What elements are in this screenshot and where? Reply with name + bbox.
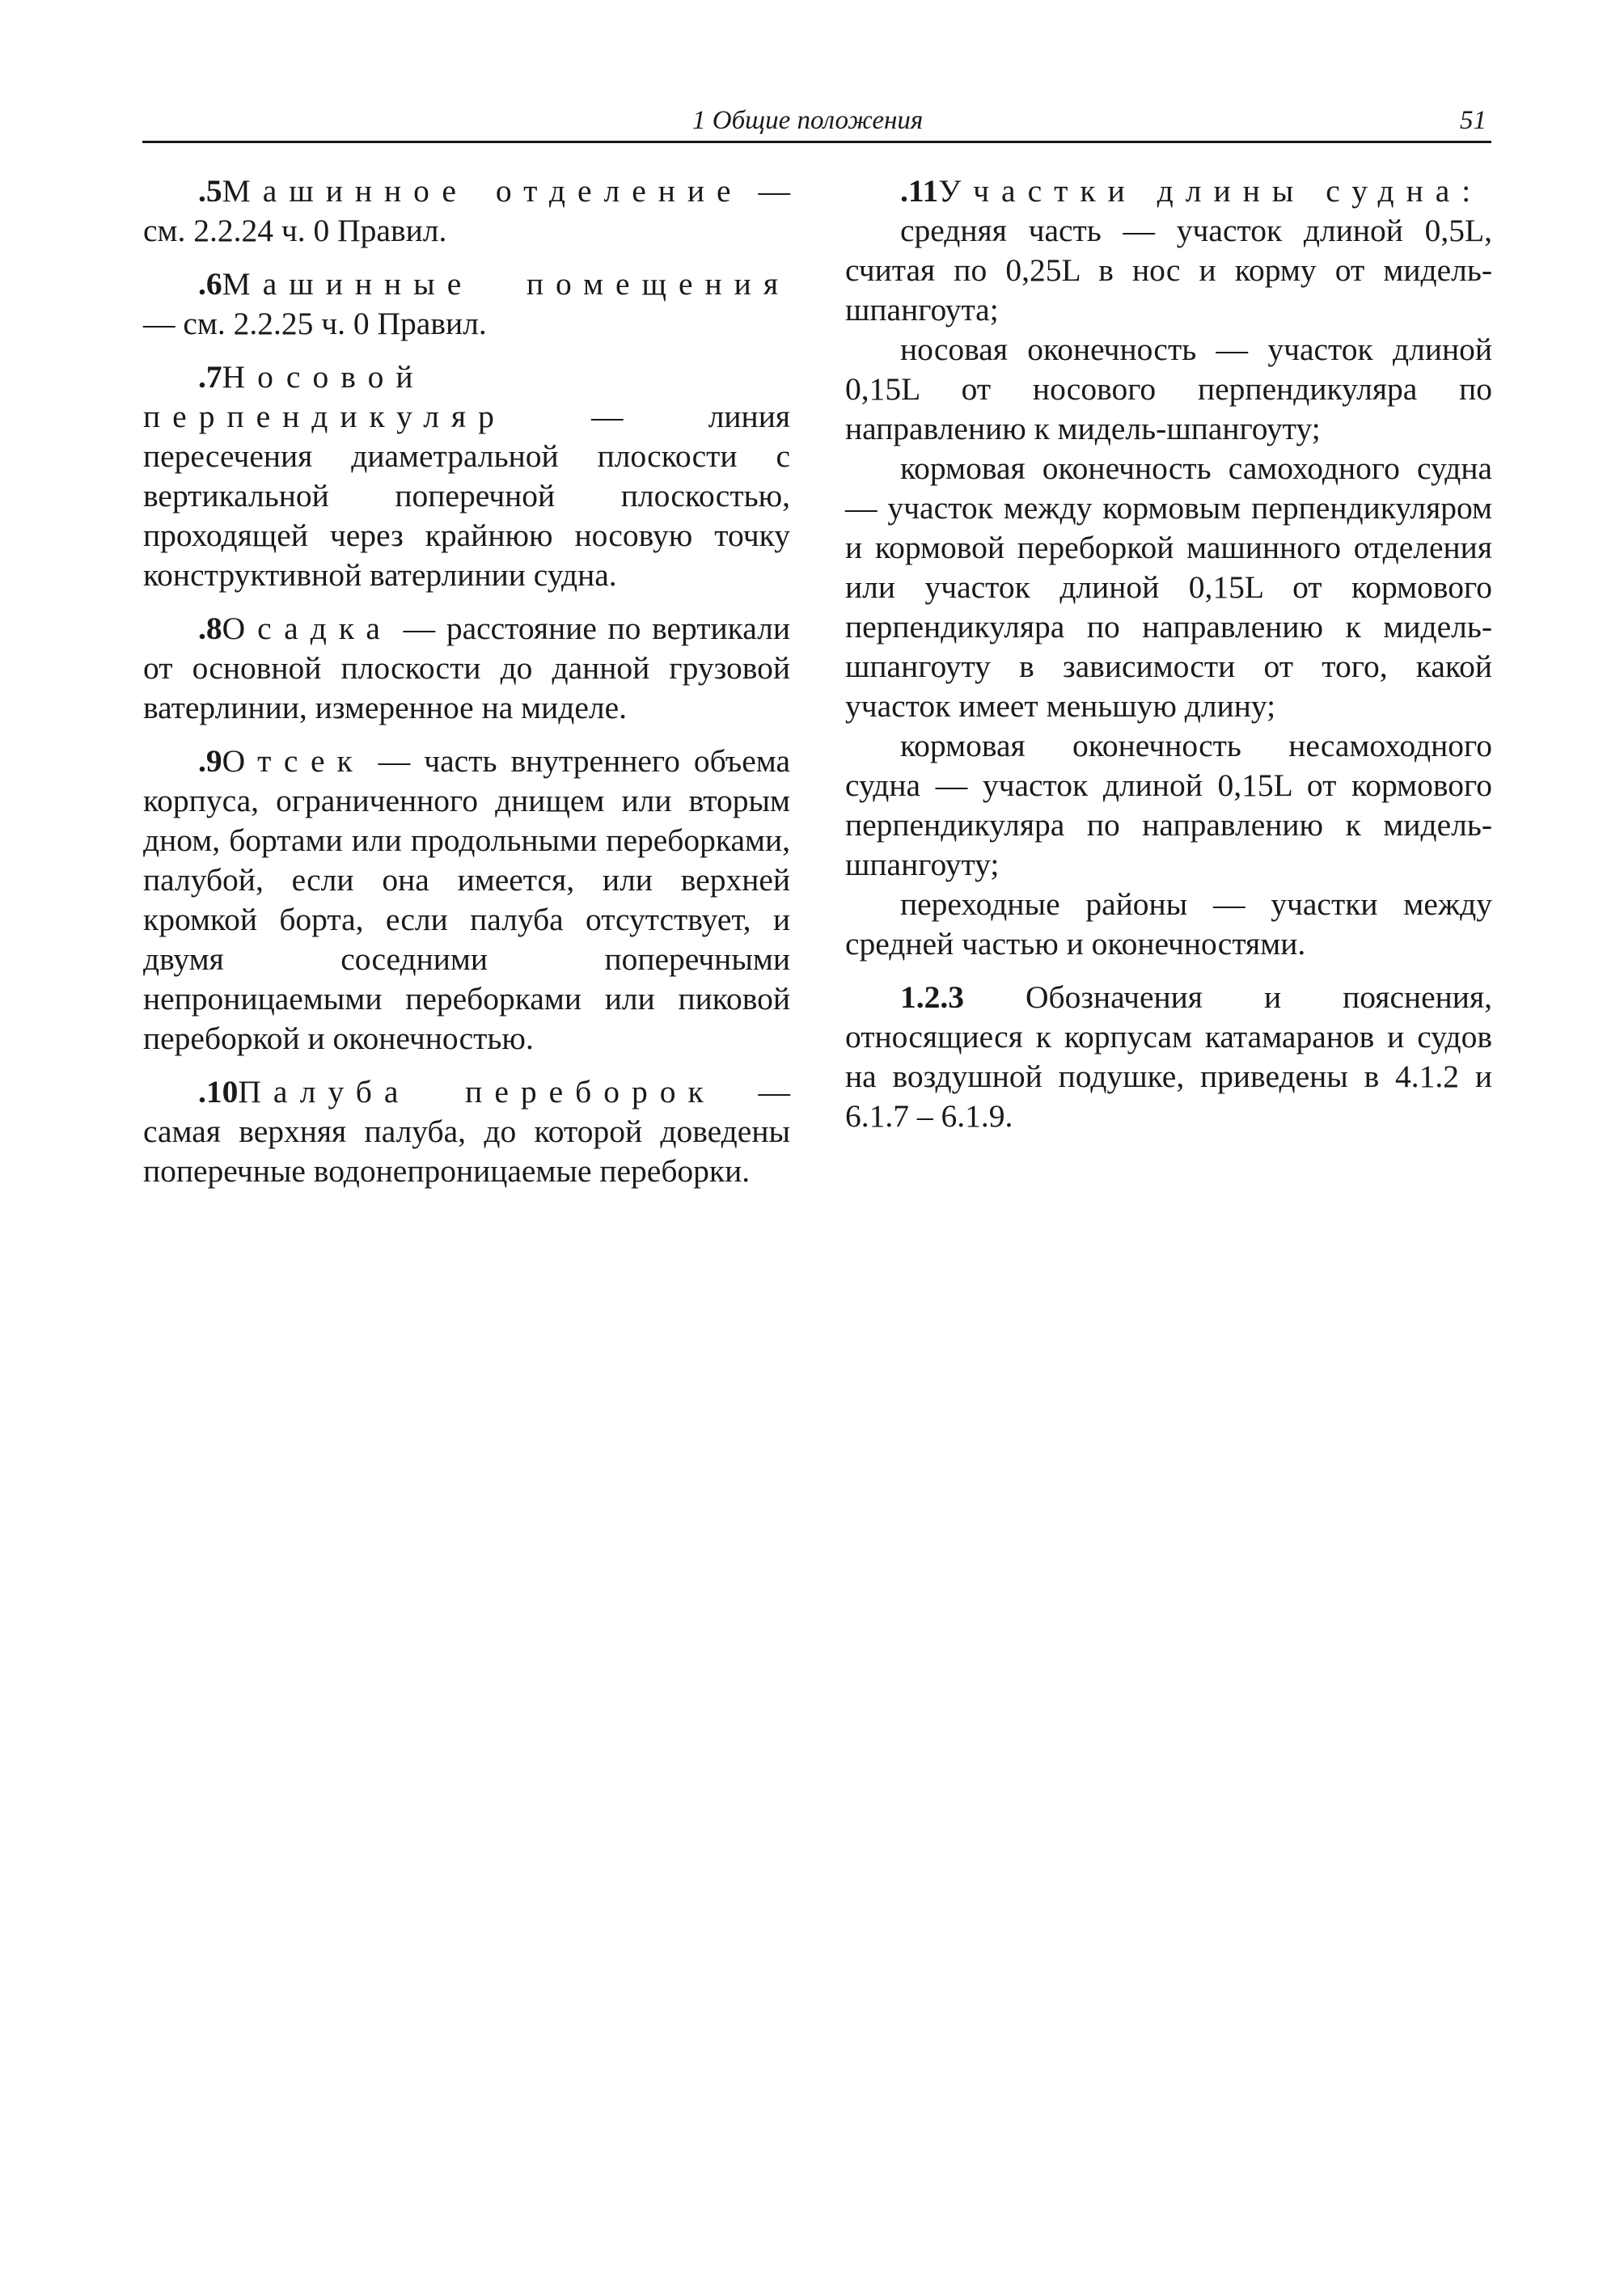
term: Носовой перпендикуляр xyxy=(143,359,506,434)
section-paragraph xyxy=(845,978,1492,1136)
term: Палуба переборок xyxy=(238,1074,716,1110)
term: Осадка xyxy=(222,611,392,646)
definition-paragraph xyxy=(143,357,790,595)
definition-paragraph xyxy=(143,609,790,728)
section-text: Обозначения и пояснения, относящиеся к корпусам катамаранов и судов на воздушной подушке, приведены в 4.1.2 и 6.1.7 – 6.1.9. xyxy=(845,979,1492,1134)
item-number: .6 xyxy=(198,266,222,302)
term: Участки длины судна: xyxy=(938,173,1483,209)
subdefinition: переходные районы — участки между средней частью и оконечностями. xyxy=(845,886,1492,962)
subdefinition: средняя часть — участок длиной 0,5L, считая по 0,25L в нос и корму от мидель-шпангоута; xyxy=(845,213,1492,328)
definition-paragraph xyxy=(143,1072,790,1191)
definition-text: — расстояние по вертикали от основной плоскости до данной грузовой ватерлинии, измеренное на миделе. xyxy=(143,611,790,725)
definition-text: — см. 2.2.25 ч. 0 Правил. xyxy=(143,306,487,341)
page-number: 51 xyxy=(1460,106,1487,135)
header-title: 1 Общие положения xyxy=(692,106,924,135)
definition-paragraph xyxy=(143,171,790,251)
definition-text: — см. 2.2.24 ч. 0 Правил. xyxy=(143,173,790,248)
subdefinition: носовая оконечность — участок длиной 0,15L от носового перпендикуляра по направлению к мидель-шпангоуту; xyxy=(845,332,1492,446)
term: Машинные помещения xyxy=(222,266,790,302)
subdefinition: кормовая оконечность несамоходного судна — участок длиной 0,15L от кормового перпендикуляра по направлению к мидель-шпангоуту; xyxy=(845,728,1492,882)
definition-paragraph xyxy=(143,264,790,344)
item-number: .9 xyxy=(198,743,222,779)
item-number: .10 xyxy=(198,1074,239,1110)
definition-heading xyxy=(845,171,1492,211)
item-number: .11 xyxy=(900,173,939,209)
section-number: 1.2.3 xyxy=(900,979,964,1015)
term: Отсек xyxy=(222,743,365,779)
term: Машинное отделение xyxy=(222,173,743,209)
item-number: .8 xyxy=(198,611,222,646)
page-header xyxy=(142,104,1491,143)
item-number: .7 xyxy=(198,359,222,395)
definition-text: — часть внутреннего объема корпуса, ограниченного днищем или вторым дном, бортами или продольными переборками, палубой, если она имеется, или верхней кромкой борта, если палуба отсутствует, и двумя соседними поперечными непроницаемыми переборками или пиковой переборкой и оконечностью. xyxy=(143,743,790,1056)
definition-text: — самая верхняя палуба, до которой доведены поперечные водонепроницаемые переборки. xyxy=(143,1074,790,1189)
left-column xyxy=(143,171,790,1205)
item-number: .5 xyxy=(198,173,222,209)
definition-paragraph xyxy=(143,742,790,1059)
subdefinition: кормовая оконечность самоходного судна — участок между кормовым перпендикуляром и кормовой переборкой машинного отделения или участок длиной 0,15L от кормового перпендикуляра по направлению к мидель-шпангоуту в зависимости от того, какой участок имеет меньшую длину; xyxy=(845,450,1492,724)
definition-text: — линия пересечения диаметральной плоскости с вертикальной поперечной плоскостью, проходящей через крайнюю носовую точку конструктивной ватерлинии судна. xyxy=(143,399,790,593)
right-column xyxy=(845,171,1492,1150)
